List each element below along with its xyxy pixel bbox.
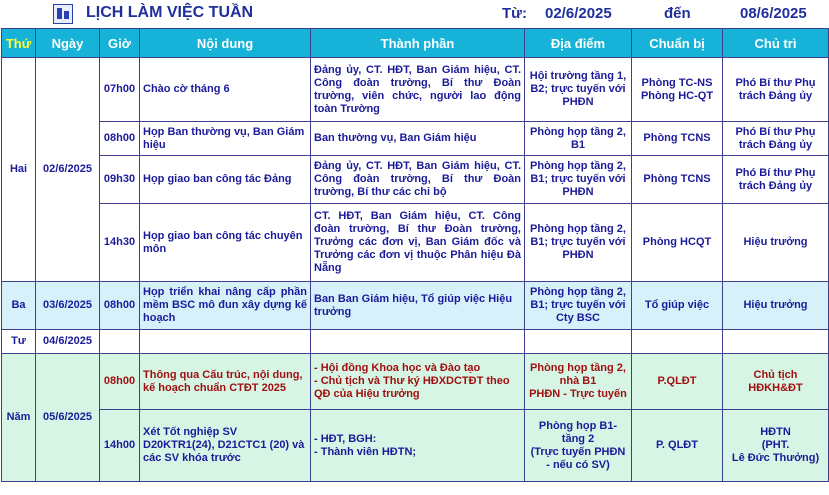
chair-cell: Phó Bí thư Phụ trách Đảng ủy bbox=[723, 156, 829, 204]
location-cell: Phòng họp tầng 2, B1; trực tuyến với PHĐN bbox=[525, 156, 632, 204]
participants-cell: - HĐT, BGH: - Thành viên HĐTN; bbox=[311, 410, 525, 482]
col-noidung: Nội dung bbox=[140, 29, 311, 58]
participants-cell: Đảng ủy, CT. HĐT, Ban Giám hiệu, CT. Công đoàn trường, Bí thư Đoàn trường, viên chức, người lao động toàn Trường bbox=[311, 58, 525, 122]
content-cell: Họp Ban thường vụ, Ban Giám hiệu bbox=[140, 122, 311, 156]
time-cell: 07h00 bbox=[100, 58, 140, 122]
location-cell: Phòng họp tầng 2, nhà B1 PHĐN - Trực tuyến bbox=[525, 354, 632, 410]
time-cell: 08h00 bbox=[100, 122, 140, 156]
location-cell: Phòng họp tầng 2, B1; trực tuyến với Cty BSC bbox=[525, 282, 632, 330]
table-row bbox=[2, 330, 829, 354]
chair-cell: HĐTN (PHT. Lê Đức Thưởng) bbox=[723, 410, 829, 482]
col-ngay: Ngày bbox=[36, 29, 100, 58]
table-row bbox=[2, 410, 829, 482]
day-thu: Tư bbox=[2, 330, 36, 354]
day-ngay: 05/6/2025 bbox=[36, 354, 100, 482]
col-diadiem: Địa điểm bbox=[525, 29, 632, 58]
table-row bbox=[2, 354, 829, 410]
location-cell: Phòng họp tầng 2, B1; trực tuyến với PHĐN bbox=[525, 204, 632, 282]
table-row bbox=[2, 156, 829, 204]
day-ngay: 04/6/2025 bbox=[36, 330, 100, 354]
content-cell: Xét Tốt nghiệp SV D20KTR1(24), D21CTC1 (20) và các SV khóa trước bbox=[140, 410, 311, 482]
time-cell: 14h00 bbox=[100, 410, 140, 482]
chair-cell: Hiệu trưởng bbox=[723, 282, 829, 330]
preparation-cell: P.QLĐT bbox=[632, 354, 723, 410]
content-cell: Họp giao ban công tác chuyên môn bbox=[140, 204, 311, 282]
day-ngay: 02/6/2025 bbox=[36, 58, 100, 282]
location-cell: Hội trường tầng 1, B2; trực tuyến với PHĐN bbox=[525, 58, 632, 122]
participants-cell: - Hội đồng Khoa học và Đào tạo - Chủ tịch và Thư ký HĐXDCTĐT theo QĐ của Hiệu trưởng bbox=[311, 354, 525, 410]
participants-cell: Ban thường vụ, Ban Giám hiệu bbox=[311, 122, 525, 156]
preparation-cell: Phòng TCNS bbox=[632, 122, 723, 156]
chair-cell: Chủ tịch HĐKH&ĐT bbox=[723, 354, 829, 410]
time-cell: 08h00 bbox=[100, 354, 140, 410]
table-row bbox=[2, 204, 829, 282]
time-cell: 08h00 bbox=[100, 282, 140, 330]
participants-cell: CT. HĐT, Ban Giám hiệu, CT. Công đoàn trường, Bí thư Đoàn trường, Trưởng các đơn vị, Ban Giám đốc và Trưởng các đơn vị thuộc Phân hiệu Đà Nẵng bbox=[311, 204, 525, 282]
schedule-header bbox=[0, 0, 829, 28]
table-row bbox=[2, 58, 829, 122]
day-thu: Ba bbox=[2, 282, 36, 330]
time-cell: 09h30 bbox=[100, 156, 140, 204]
content-cell: Thông qua Cấu trúc, nội dung, kế hoạch chuẩn CTĐT 2025 bbox=[140, 354, 311, 410]
day-ngay: 03/6/2025 bbox=[36, 282, 100, 330]
preparation-cell: Phòng HCQT bbox=[632, 204, 723, 282]
to-label: đến bbox=[664, 5, 691, 22]
logo-icon bbox=[53, 4, 73, 24]
from-date: 02/6/2025 bbox=[545, 5, 612, 22]
chair-cell: Phó Bí thư Phụ trách Đảng ủy bbox=[723, 58, 829, 122]
location-cell: Phòng họp B1- tầng 2 (Trực tuyến PHĐN - nếu có SV) bbox=[525, 410, 632, 482]
preparation-cell: Phòng TC-NS Phòng HC-QT bbox=[632, 58, 723, 122]
location-cell: Phòng họp tầng 2, B1 bbox=[525, 122, 632, 156]
col-gio: Giờ bbox=[100, 29, 140, 58]
preparation-cell: Tổ giúp việc bbox=[632, 282, 723, 330]
table-row bbox=[2, 282, 829, 330]
chair-cell: Hiệu trưởng bbox=[723, 204, 829, 282]
table-row bbox=[2, 122, 829, 156]
content-cell: Chào cờ tháng 6 bbox=[140, 58, 311, 122]
preparation-cell: Phòng TCNS bbox=[632, 156, 723, 204]
page-title: LỊCH LÀM VIỆC TUẦN bbox=[86, 4, 254, 21]
chair-cell: Phó Bí thư Phụ trách Đảng ủy bbox=[723, 122, 829, 156]
table-header-row bbox=[2, 29, 829, 58]
weekly-schedule-table bbox=[1, 28, 829, 482]
content-cell: Họp triển khai nâng cấp phần mềm BSC mô đun xây dựng kế hoạch bbox=[140, 282, 311, 330]
participants-cell: Đảng ủy, CT. HĐT, Ban Giám hiệu, CT. Công đoàn trường, Bí thư Đoàn trường, Bí thư các chi bộ bbox=[311, 156, 525, 204]
col-chuanbi: Chuẩn bị bbox=[632, 29, 723, 58]
col-thu: Thứ bbox=[2, 29, 36, 58]
col-chutri: Chủ trì bbox=[723, 29, 829, 58]
day-thu: Năm bbox=[2, 354, 36, 482]
col-thanhphan: Thành phần bbox=[311, 29, 525, 58]
preparation-cell: P. QLĐT bbox=[632, 410, 723, 482]
content-cell: Họp giao ban công tác Đảng bbox=[140, 156, 311, 204]
time-cell: 14h30 bbox=[100, 204, 140, 282]
to-date: 08/6/2025 bbox=[740, 5, 807, 22]
from-label: Từ: bbox=[502, 5, 528, 22]
participants-cell: Ban Ban Giám hiệu, Tổ giúp việc Hiệu trưởng bbox=[311, 282, 525, 330]
day-thu: Hai bbox=[2, 58, 36, 282]
